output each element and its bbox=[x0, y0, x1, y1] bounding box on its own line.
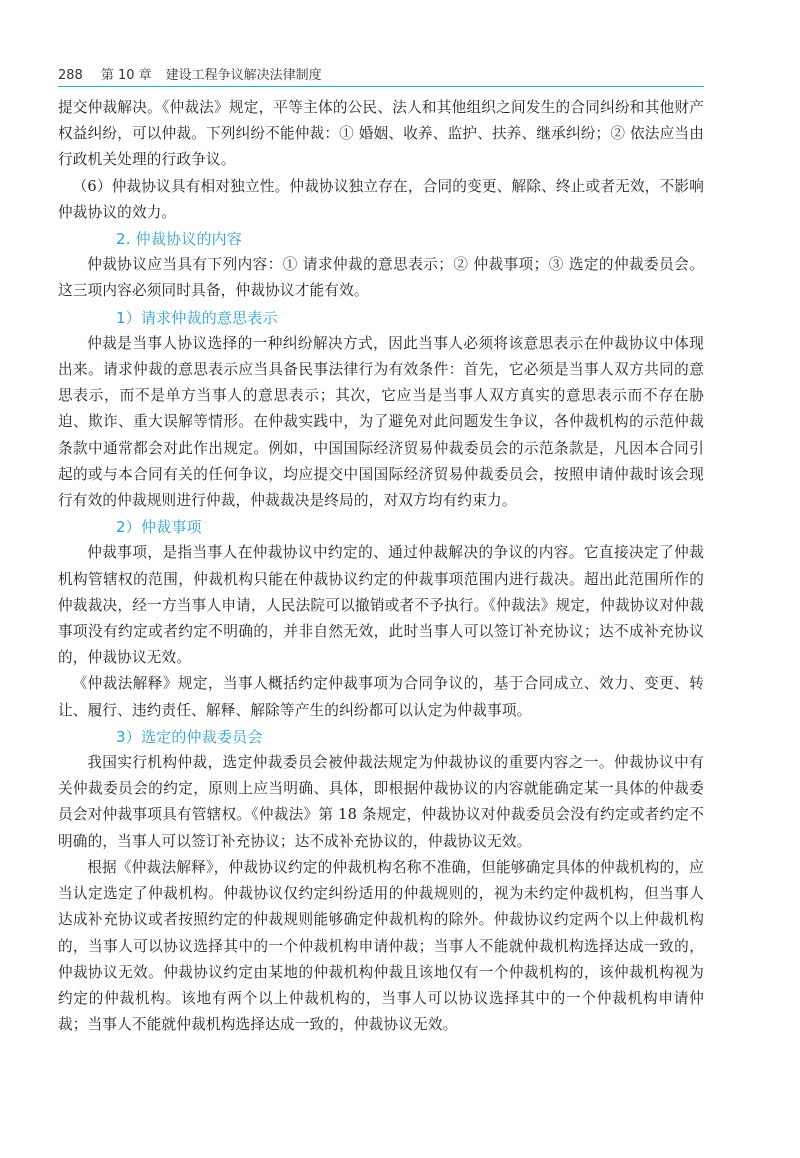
running-head bbox=[58, 64, 322, 83]
page-body bbox=[58, 95, 704, 1038]
subheading-intent-to-arbitrate: 1）请求仲裁的意思表示 bbox=[116, 308, 278, 327]
chapter-label: 第 10 章 bbox=[100, 68, 152, 83]
chapter-title: 建设工程争议解决法律制度 bbox=[165, 68, 322, 83]
paragraph-item-6: （6）仲裁协议具有相对独立性。仲裁协议独立存在，合同的变更、解除、终止或者无效，不影响仲裁协议的效力。 bbox=[58, 177, 704, 221]
page-number: 288 bbox=[58, 68, 83, 83]
page-header bbox=[58, 56, 704, 92]
subheading-selected-commission: 3）选定的仲裁委员会 bbox=[116, 727, 263, 746]
paragraph-arbitration-matters: 仲裁事项，是指当事人在仲裁协议中约定的、通过仲裁解决的争议的内容。它直接决定了仲裁机构管辖权的范围，仲裁机构只能在仲裁协议约定的仲裁事项范围内进行裁决。超出此范围所作的仲裁裁决，经一方当事人申请，人民法院可以撤销或者不予执行。《仲裁法》规定，仲裁协议对仲裁事项没有约定或者约定不明确的，并非自然无效，此时当事人可以签订补充协议；达不成补充协议的，仲裁协议无效。 bbox=[58, 544, 704, 667]
paragraph-commission-rules: 根据《仲裁法解释》，仲裁协议约定的仲裁机构名称不准确，但能够确定具体的仲裁机构的，应当认定选定了仲裁机构。仲裁协议仅约定纠纷适用的仲裁规则的，视为未约定仲裁机构，但当事人达成补充协议或者按照约定的仲裁规则能够确定仲裁机构的除外。仲裁协议约定两个以上仲裁机构的，当事人可以协议选择其中的一个仲裁机构申请仲裁；当事人不能就仲裁机构选择达成一致的，仲裁协议无效。仲裁协议约定由某地的仲裁机构仲裁且该地仅有一个仲裁机构的，该仲裁机构视为约定的仲裁机构。该地有两个以上仲裁机构的，当事人可以协议选择其中的一个仲裁机构申请仲裁；当事人不能就仲裁机构选择达成一致的，仲裁协议无效。 bbox=[58, 858, 704, 1034]
paragraph-intent-to-arbitrate: 仲裁是当事人协议选择的一种纠纷解决方式，因此当事人必须将该意思表示在仲裁协议中体现出来。请求仲裁的意思表示应当具备民事法律行为有效条件：首先，它必须是当事人双方共同的意思表示，而不是单方当事人的意思表示；其次，它应当是当事人双方真实的意思表示而不存在胁迫、欺诈、重大误解等情形。在仲裁实践中，为了避免对此问题发生争议，各仲裁机构的示范仲裁条款中通常都会对此作出规定。例如，中国国际经济贸易仲裁委员会的示范条款是，凡因本合同引起的或与本合同有关的任何争议，均应提交中国国际经济贸易仲裁委员会，按照申请仲裁时该会现行有效的仲裁规则进行仲裁，仲裁裁决是终局的，对双方均有约束力。 bbox=[58, 334, 704, 510]
subheading-arbitration-matters: 2）仲裁事项 bbox=[116, 518, 202, 537]
paragraph-arbitration-interpretation: 《仲裁法解释》规定，当事人概括约定仲裁事项为合同争议的，基于合同成立、效力、变更、转让、履行、违约责任、解释、解除等产生的纠纷都可以认定为仲裁事项。 bbox=[58, 675, 704, 719]
paragraph-institutional-arbitration: 我国实行机构仲裁，选定仲裁委员会被仲裁法规定为仲裁协议的重要内容之一。仲裁协议中有关仲裁委员会的约定，原则上应当明确、具体，即根据仲裁协议的内容就能确定某一具体的仲裁委员会对仲裁事项具有管辖权。《仲裁法》第 18 条规定，仲裁协议对仲裁委员会没有约定或者约定不明确的，当事人可以签订补充协议；达不成补充协议的，仲裁协议无效。 bbox=[58, 754, 704, 850]
header-rule bbox=[58, 86, 704, 87]
paragraph-continuation: 提交仲裁解决。《仲裁法》规定，平等主体的公民、法人和其他组织之间发生的合同纠纷和其他财产权益纠纷，可以仲裁。下列纠纷不能仲裁：① 婚姻、收养、监护、扶养、继承纠纷；② 依法应当由行政机关处理的行政争议。 bbox=[58, 99, 704, 169]
paragraph-content-requirements: 仲裁协议应当具有下列内容：① 请求仲裁的意思表示；② 仲裁事项；③ 选定的仲裁委员会。这三项内容必须同时具备，仲裁协议才能有效。 bbox=[58, 256, 704, 300]
section-heading-arbitration-agreement-content: 2. 仲裁协议的内容 bbox=[116, 230, 243, 249]
